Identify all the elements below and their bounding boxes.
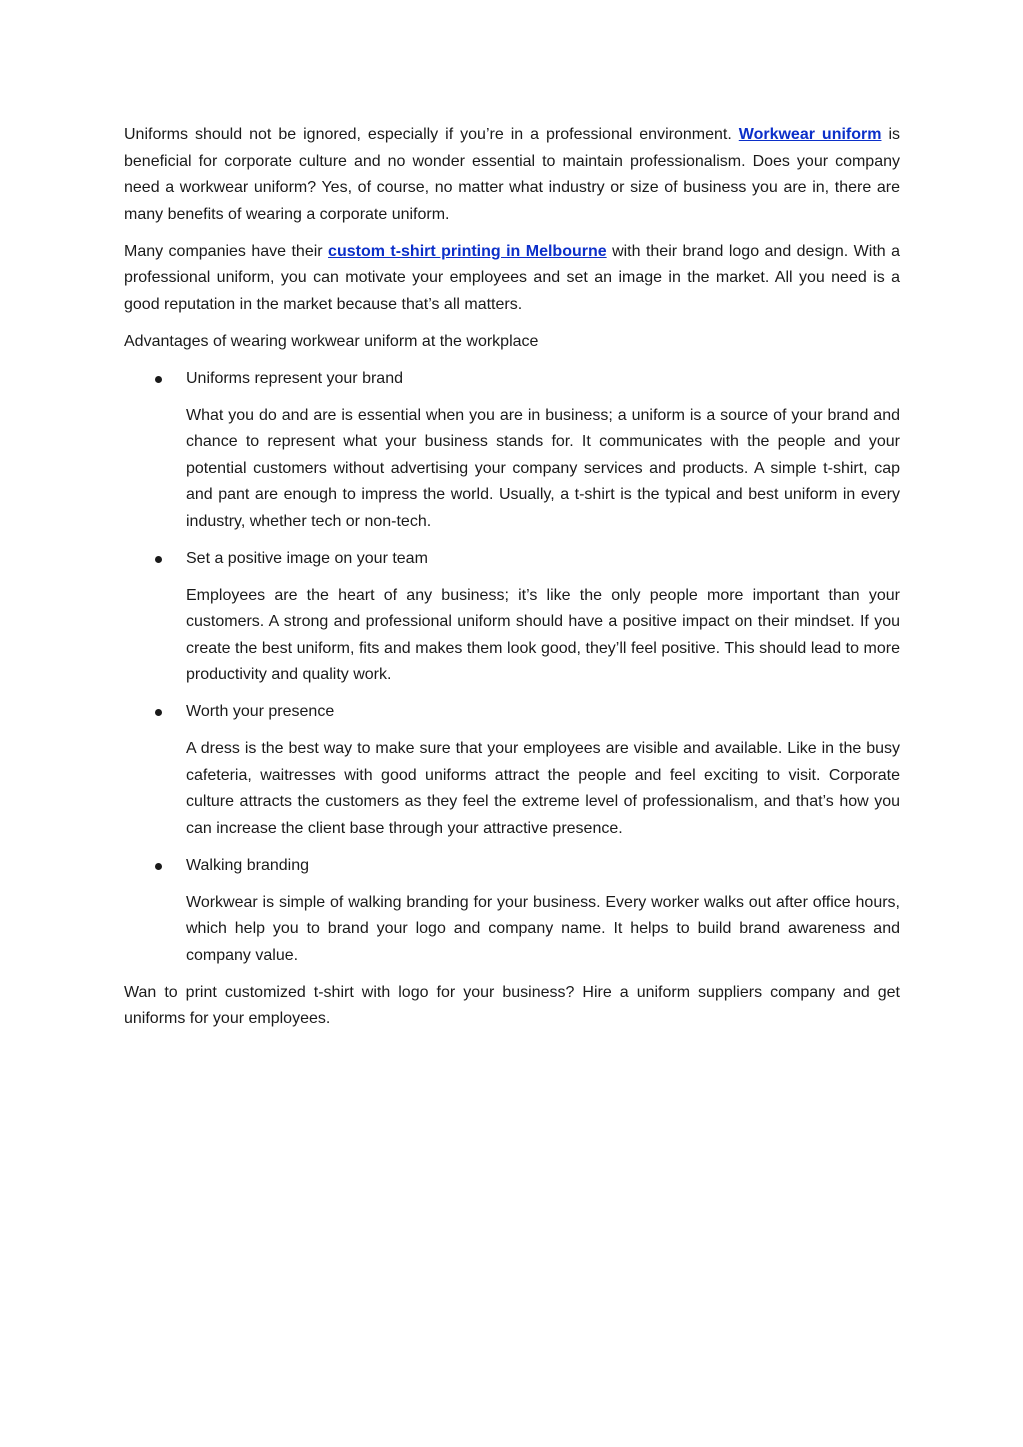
benefit-title: Worth your presence [186,703,335,720]
workwear-uniform-link[interactable]: Workwear uniform [738,126,882,143]
benefit-title: Walking branding [186,856,310,874]
bullet-title-wrapper [186,546,900,573]
bullet-title-wrapper [186,366,900,393]
benefit-body: A dress is the best way to make sure that your employees are visible and available. Like in the busy cafeteria, waitresses with good uniforms attract the people and feel exciting to visit. Corporate culture attracts the customers as they feel the extreme level of professionalism, and that’s how you can increase the client base through your attractive presence. [186,740,900,837]
intro-paragraph-1 [124,122,900,228]
list-item [124,853,900,970]
intro-p2-text-before: Many companies have their [124,242,329,260]
bullet-title-wrapper [186,853,900,880]
bullet-icon [155,863,162,870]
document-page [124,122,900,1043]
closing-paragraph: Wan to print customized t-shirt with logo for your business? Hire a uniform suppliers company and get uniforms for your employees. [124,983,900,1027]
benefits-list [124,366,900,970]
list-item [124,699,900,842]
intro-p1-text-before: Uniforms should not be ignored, especially if you’re in a professional environment. [124,126,739,143]
bullet-icon [155,376,162,383]
intro-paragraph-2 [124,239,900,319]
bullet-icon [155,556,162,563]
list-item [124,366,900,536]
benefit-body: Workwear is simple of walking branding for your business. Every worker walks out after office hours, which help you to brand your logo and company name. It helps to build brand awareness and company value. [186,893,900,964]
advantages-heading: Advantages of wearing workwear uniform at the workplace [124,332,539,350]
benefit-body: Employees are the heart of any business; it’s like the only people more important than your customers. A strong and professional uniform should have a positive impact on their mindset. If you create the best uniform, fits and makes them look good, they’ll feel positive. This should lead to more productivity and quality work. [186,586,900,683]
list-item [124,546,900,689]
bullet-title-wrapper [186,699,900,726]
intro-p2-text-after: with their brand logo and design. With a professional uniform, you can motivate your employees and set an image in the market. All you need is a good reputation in the market because that’s all matters. [124,242,901,313]
bullet-icon [155,709,162,716]
custom-tshirt-printing-link[interactable]: custom t-shirt printing in Melbourne [328,242,607,260]
intro-p1-text-after: is beneficial for corporate culture and no wonder essential to maintain professionalism. Does your company need a workwear uniform? Yes, of course, no matter what industry or size of business you are in, there are many benefits of wearing a corporate uniform. [124,126,901,223]
benefit-title: Set a positive image on your team [186,549,428,567]
benefit-body: What you do and are is essential when you are in business; a uniform is a source of your brand and chance to represent what your business stands for. It communicates with the people and your potential customers without advertising your company services and products. A simple t-shirt, cap and pant are enough to impress the world. Usually, a t-shirt is the typical and best uniform in every industry, whether tech or non-tech. [186,406,900,530]
benefit-title: Uniforms represent your brand [186,369,403,387]
